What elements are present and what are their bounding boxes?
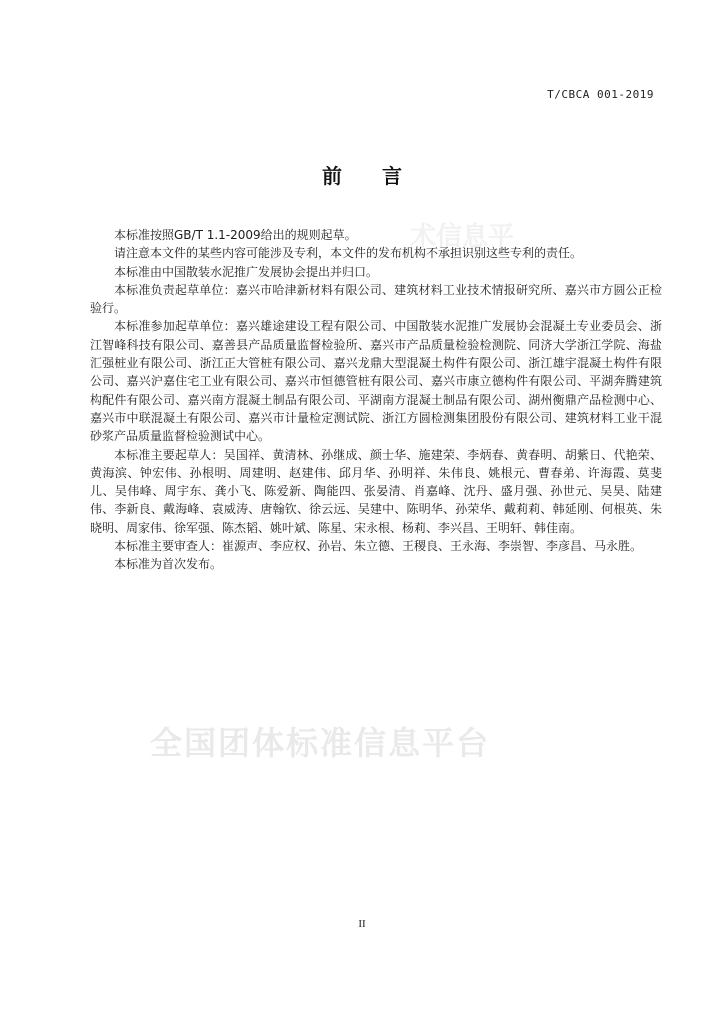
paragraph-first-release: 本标准为首次发布。: [114, 557, 223, 572]
foreword-body: [90, 226, 662, 574]
document-code: T/CBCA 001-2019: [547, 88, 654, 101]
page-number: II: [358, 918, 366, 930]
paragraph-participating-units: 本标准参加起草单位：嘉兴雄途建设工程有限公司、中国散装水泥推广发展协会混凝土专业委员会、浙江智峰科技有限公司、嘉善县产品质量监督检验所、嘉兴市产品质量检验检测院、同济大学浙江学院、海盐汇强桩业有限公司、浙江正大管桩有限公司、嘉兴龙鼎大型混凝土构件有限公司、浙江雄宇混凝土构件有限公司、嘉兴沪嘉住宅工业有限公司、嘉兴市恒德管桩有限公司、嘉兴市康立德构件有限公司、平湖奔腾建筑构配件有限公司、嘉兴南方混凝土制品有限公司、平湖南方混凝土制品有限公司、湖州衡鼎产品检测中心、嘉兴市中联混凝土有限公司、嘉兴市计量检定测试院、浙江方圆检测集团股份有限公司、建筑材料工业干混砂浆产品质量监督检验测试中心。: [90, 319, 662, 444]
watermark-bottom: 全国团体标准信息平台: [150, 724, 491, 762]
paragraph-lead-drafting-units: 本标准负责起草单位：嘉兴市哈津新材料有限公司、建筑材料工业技术情报研究所、嘉兴市方圆公正检验行。: [90, 282, 662, 316]
paragraph-proposer: 本标准由中国散装水泥推广发展协会提出并归口。: [114, 264, 379, 279]
page-title: 前言: [322, 164, 442, 188]
paragraph-main-reviewers: 本标准主要审查人：崔源声、李应权、孙岩、朱立德、王稷良、王永海、李崇智、李彦昌、马永胜。: [114, 539, 643, 554]
paragraph-main-drafters: 本标准主要起草人：吴国祥、黄清林、孙继成、颜士华、施建荣、李炳春、黄春明、胡紫日、代艳荣、黄海滨、钟宏伟、孙根明、周建明、赵建伟、邱月华、孙明祥、朱伟良、姚根元、曹春弟、许海霞、莫斐儿、吴伟峰、周宇东、龚小飞、陈爱新、陶能四、张晏清、肖嘉峰、沈丹、盛月强、孙世元、吴昊、陆建伟、李新良、戴海峰、袁威涛、唐翰钦、徐云远、吴建中、陈明华、孙荣华、戴莉莉、韩延刚、何根英、朱晓明、周家伟、徐军强、陈杰韬、姚叶斌、陈星、宋永根、杨莉、李兴昌、王明轩、韩佳南。: [90, 447, 662, 535]
watermark-top: 术信息平: [410, 222, 515, 252]
paragraph-patent-notice: 请注意本文件的某些内容可能涉及专利，本文件的发布机构不承担识别这些专利的责任。: [114, 246, 583, 261]
paragraph-drafting-rules: 本标准按照GB/T 1.1-2009给出的规则起草。: [114, 228, 357, 242]
